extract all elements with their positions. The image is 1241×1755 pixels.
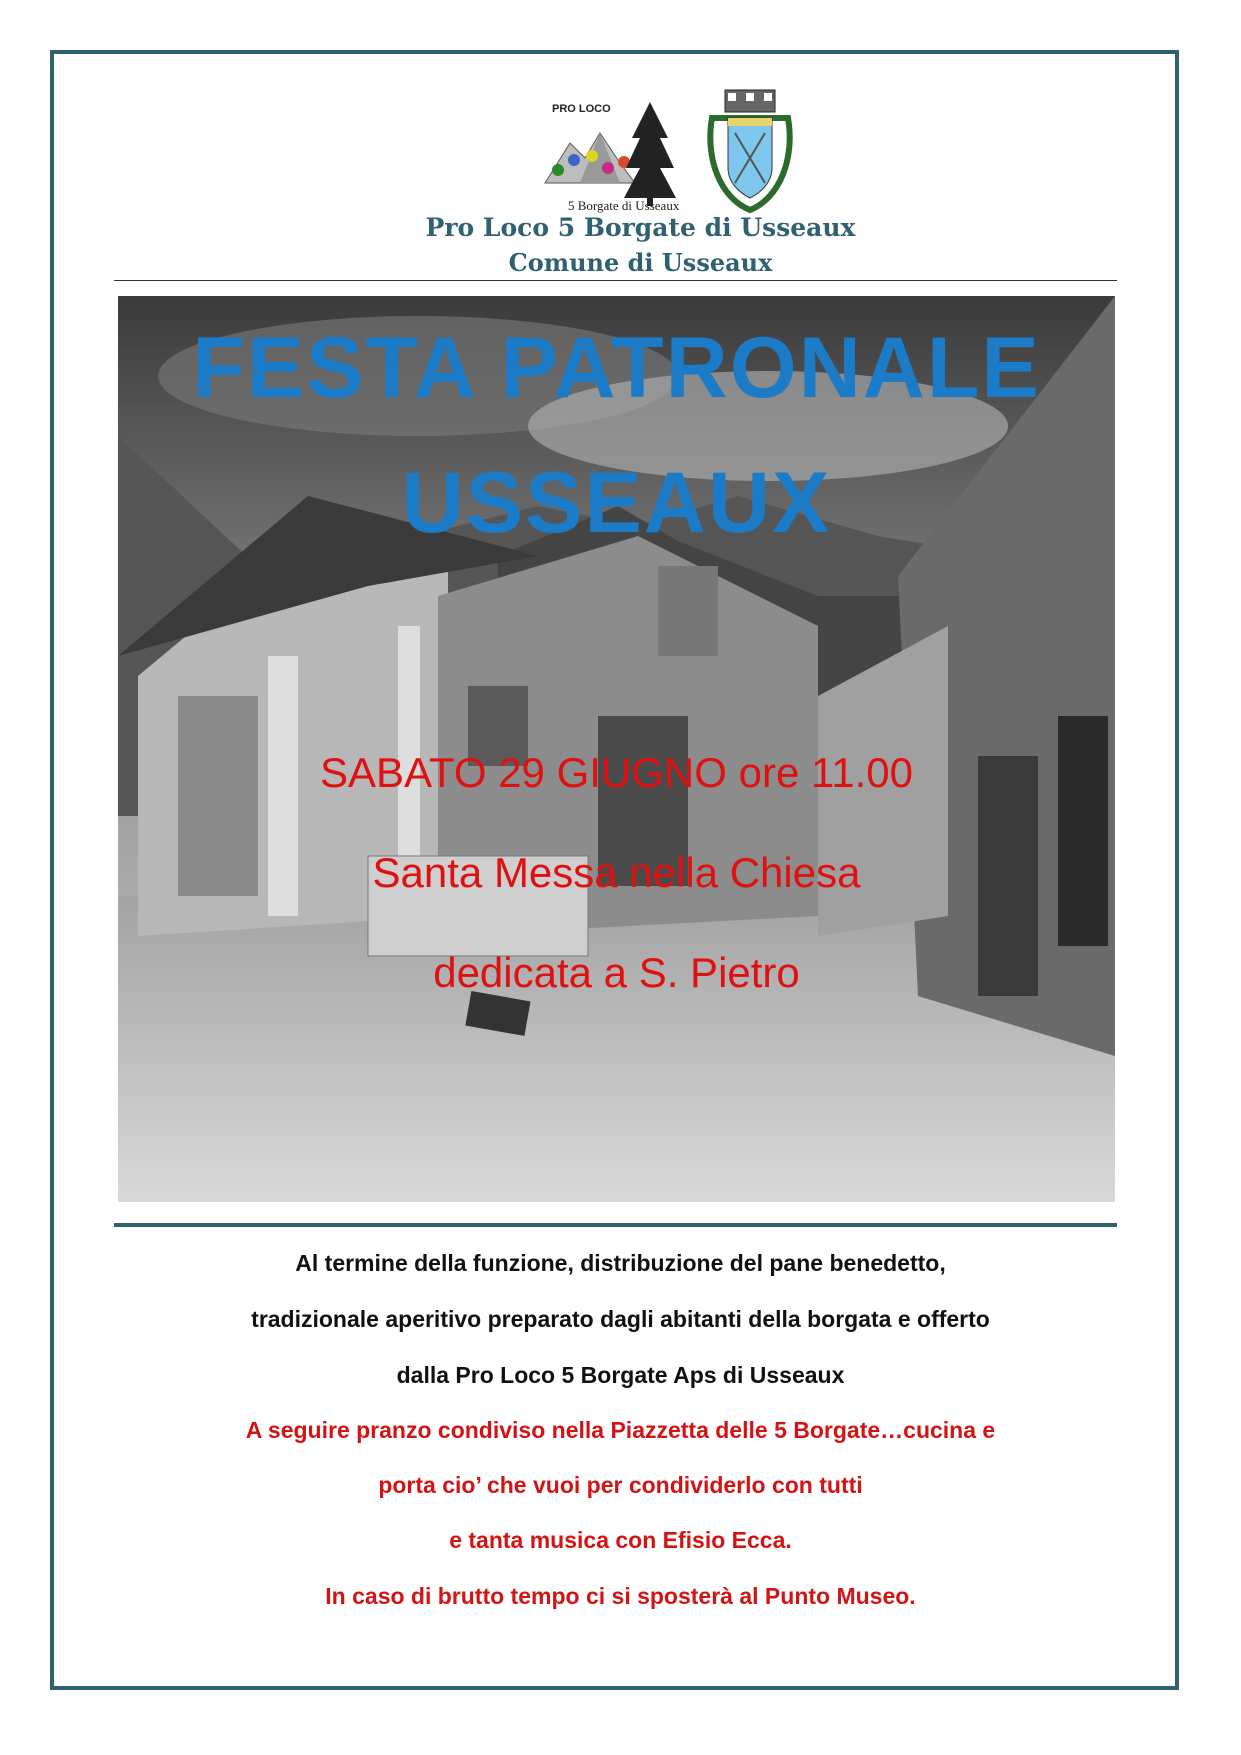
proloco-logo xyxy=(545,102,676,206)
body-line-4: A seguire pranzo condiviso nella Piazzetta delle 5 Borgate…cucina e xyxy=(245,1417,996,1443)
header-divider xyxy=(114,280,1117,281)
org-line-1: Pro Loco 5 Borgate di Usseaux xyxy=(425,213,856,242)
proloco-logo-text: PRO LOCO xyxy=(552,103,611,115)
comune-coat-of-arms xyxy=(710,90,789,210)
event-title-line-2: USSEAUX xyxy=(401,455,832,551)
event-mass: Santa Messa nella Chiesa xyxy=(372,849,861,896)
org-line-2: Comune di Usseaux xyxy=(508,248,773,277)
event-datetime: SABATO 29 GIUGNO ore 11.00 xyxy=(320,749,913,796)
body-line-6: e tanta musica con Efisio Ecca. xyxy=(449,1527,792,1553)
body-line-5: porta cio’ che vuoi per condividerlo con tutti xyxy=(378,1472,863,1498)
proloco-logo-subtitle: 5 Borgate di Usseaux xyxy=(568,198,680,213)
body-line-3: dalla Pro Loco 5 Borgate Aps di Usseaux xyxy=(396,1362,845,1388)
event-dedication: dedicata a S. Pietro xyxy=(433,949,800,996)
body-line-7: In caso di brutto tempo ci si sposterà al Punto Museo. xyxy=(325,1583,916,1609)
event-title-line-1: FESTA PATRONALE xyxy=(192,320,1041,416)
body-line-2: tradizionale aperitivo preparato dagli abitanti della borgata e offerto xyxy=(251,1306,990,1332)
body-line-1: Al termine della funzione, distribuzione del pane benedetto, xyxy=(295,1250,946,1276)
section-divider xyxy=(114,1223,1117,1227)
